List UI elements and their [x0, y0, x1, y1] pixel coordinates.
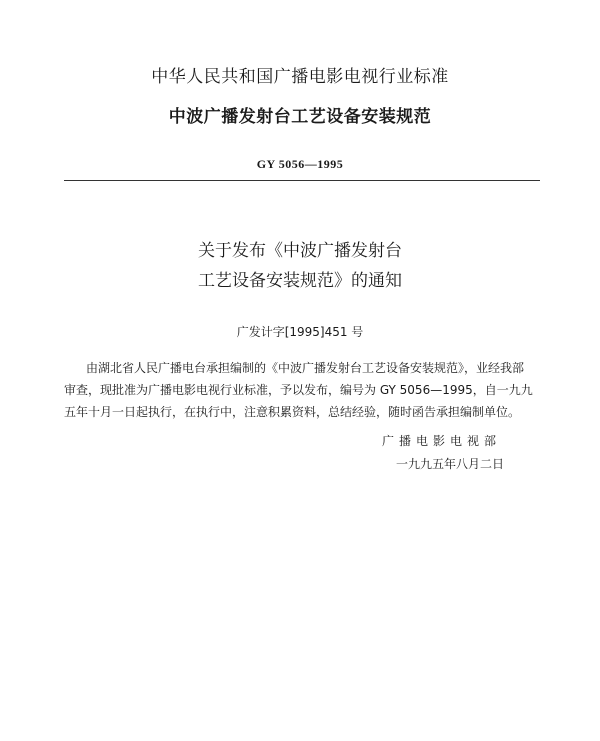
standard-category: 中华人民共和国广播电影电视行业标准 [151, 67, 449, 87]
body-text-line: 由湖北省人民广播电台承担编制的《中波广播发射台工艺设备安装规范》，业经我部 [86, 361, 525, 375]
signature-date: 一九九五年八月二日 [396, 457, 505, 471]
notice-title-line-2: 工艺设备安装规范》的通知 [198, 271, 402, 291]
standard-title: 中波广播发射台工艺设备安装规范 [168, 107, 432, 127]
body-text-line: 审查，现批准为广播电影电视行业标准，予以发布，编号为 GY 5056—1995，自一九九 [64, 383, 533, 397]
body-text-line: 五年十月一日起执行，在执行中，注意积累资料，总结经验，随时函告承担编制单位。 [64, 405, 521, 419]
document-number: 广发计字[1995]451 号 [236, 325, 364, 339]
header-divider [64, 180, 540, 181]
notice-title-line-1: 关于发布《中波广播发射台 [198, 241, 402, 261]
standard-code: GY 5056—1995 [256, 157, 344, 171]
signature-organization: 广播电影电视部 [382, 434, 502, 448]
